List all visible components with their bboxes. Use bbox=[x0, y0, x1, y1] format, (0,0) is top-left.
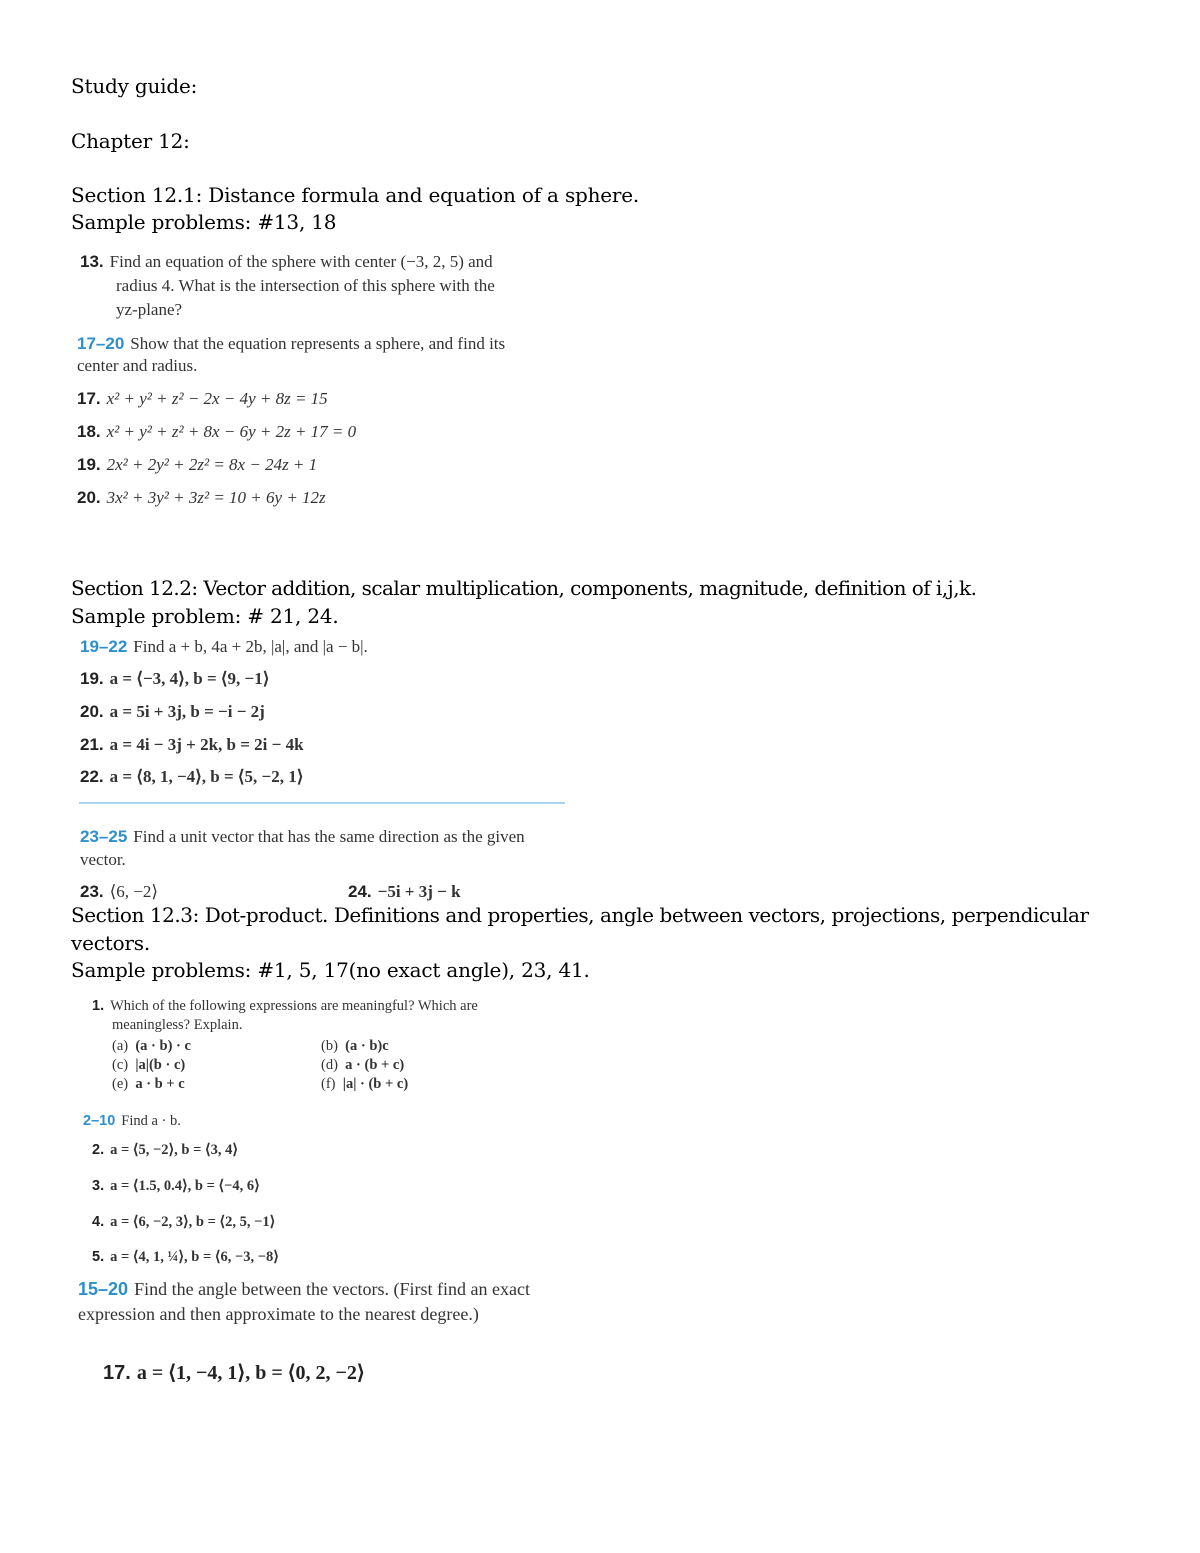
range-label: 2–10 bbox=[83, 1113, 116, 1129]
problem-number: 18. bbox=[77, 422, 101, 441]
option-b bbox=[321, 1037, 389, 1056]
option-label: (e) bbox=[112, 1076, 129, 1092]
option-label: (c) bbox=[112, 1057, 129, 1073]
problem-number: 23. bbox=[80, 882, 104, 901]
option-c bbox=[112, 1056, 185, 1075]
section-12-3-title-line-2: vectors. bbox=[71, 931, 150, 955]
chapter-heading: Chapter 12: bbox=[71, 129, 190, 153]
option-e bbox=[112, 1075, 185, 1094]
exercise-range-15-20 bbox=[78, 1278, 530, 1300]
range-text: Show that the equation represents a sphere, and find its bbox=[130, 334, 506, 353]
problem-24-vector bbox=[348, 881, 461, 903]
option-text: (a · b) · c bbox=[135, 1038, 191, 1054]
option-a bbox=[112, 1037, 191, 1056]
range-text: Find a unit vector that has the same direction as the given bbox=[133, 827, 525, 846]
problem-text: Which of the following expressions are meaningful? Which are bbox=[110, 998, 478, 1014]
problem-number: 1. bbox=[92, 998, 105, 1014]
problem-13-line-3: yz-plane? bbox=[116, 300, 183, 319]
problem-22-vectors bbox=[80, 766, 303, 788]
problem-number: 13. bbox=[80, 252, 104, 271]
section-12-3-samples: Sample problems: #1, 5, 17(no exact angle), 23, 41. bbox=[71, 958, 590, 982]
problem-number: 2. bbox=[92, 1142, 105, 1158]
range-label: 15–20 bbox=[78, 1279, 129, 1299]
range-label: 17–20 bbox=[77, 334, 125, 353]
exercise-range-17-20 bbox=[77, 333, 505, 355]
problem-1-line-2: meaningless? Explain. bbox=[112, 1017, 243, 1033]
vector-expression: a = ⟨4, 1, ¼⟩, b = ⟨6, −3, −8⟩ bbox=[110, 1249, 279, 1265]
option-label: (f) bbox=[321, 1076, 336, 1092]
problem-19 bbox=[77, 454, 317, 476]
exercise-range-2-10 bbox=[83, 1112, 181, 1131]
problem-number: 22. bbox=[80, 767, 104, 786]
option-label: (d) bbox=[321, 1057, 338, 1073]
equation: 3x² + 3y² + 3z² = 10 + 6y + 12z bbox=[106, 488, 326, 507]
section-12-1-samples: Sample problems: #13, 18 bbox=[71, 210, 337, 234]
problem-number: 19. bbox=[77, 455, 101, 474]
option-text: |a| · (b + c) bbox=[342, 1076, 409, 1092]
section-12-3-title: Section 12.3: Dot-product. Definitions and properties, angle between vectors, projections, perpendicular bbox=[71, 903, 1089, 927]
option-text: |a|(b · c) bbox=[135, 1057, 186, 1073]
range-label: 19–22 bbox=[80, 637, 128, 656]
problem-number: 21. bbox=[80, 735, 104, 754]
exercise-range-15-20-line-2: expression and then approximate to the nearest degree.) bbox=[78, 1304, 479, 1324]
exercise-range-23-25-line-2: vector. bbox=[80, 850, 126, 869]
problem-number: 19. bbox=[80, 669, 104, 688]
problem-number: 17. bbox=[77, 389, 101, 408]
vector-expression: −5i + 3j − k bbox=[377, 882, 461, 901]
vector-expression: a = ⟨8, 1, −4⟩, b = ⟨5, −2, 1⟩ bbox=[109, 767, 304, 786]
problem-number: 3. bbox=[92, 1178, 105, 1194]
problem-number: 5. bbox=[92, 1249, 105, 1265]
problem-number: 24. bbox=[348, 882, 372, 901]
problem-20 bbox=[77, 487, 326, 509]
exercise-range-23-25 bbox=[80, 826, 525, 848]
problem-2-dot bbox=[92, 1141, 238, 1160]
option-text: (a · b)c bbox=[345, 1038, 389, 1054]
section-12-2-title: Section 12.2: Vector addition, scalar multiplication, components, magnitude, definition of i,j,k. bbox=[71, 576, 977, 600]
problem-19-vectors bbox=[80, 668, 269, 690]
section-12-1-title: Section 12.1: Distance formula and equation of a sphere. bbox=[71, 183, 640, 207]
equation: x² + y² + z² + 8x − 6y + 2z + 17 = 0 bbox=[106, 422, 357, 441]
equation: x² + y² + z² − 2x − 4y + 8z = 15 bbox=[106, 389, 328, 408]
study-guide-heading: Study guide: bbox=[71, 74, 198, 98]
vector-expression: a = ⟨6, −2, 3⟩, b = ⟨2, 5, −1⟩ bbox=[110, 1214, 276, 1230]
option-f bbox=[321, 1075, 408, 1094]
problem-13 bbox=[80, 251, 493, 273]
range-label: 23–25 bbox=[80, 827, 128, 846]
problem-21-vectors bbox=[80, 734, 304, 756]
problem-13-line-2: radius 4. What is the intersection of this sphere with the bbox=[116, 276, 495, 295]
vector-expression: a = ⟨1.5, 0.4⟩, b = ⟨−4, 6⟩ bbox=[110, 1178, 260, 1194]
exercise-range-17-20-line-2: center and radius. bbox=[77, 356, 198, 375]
option-text: a · (b + c) bbox=[345, 1057, 405, 1073]
option-text: a · b + c bbox=[135, 1076, 185, 1092]
problem-5-dot bbox=[92, 1248, 279, 1267]
option-d bbox=[321, 1056, 404, 1075]
option-label: (b) bbox=[321, 1038, 338, 1054]
range-text: Find a + b, 4a + 2b, |a|, and |a − b|. bbox=[133, 637, 368, 656]
problem-20-vectors bbox=[80, 701, 265, 723]
problem-23-vector bbox=[80, 881, 158, 903]
problem-text: Find an equation of the sphere with center (−3, 2, 5) and bbox=[109, 252, 493, 271]
problem-number: 17. bbox=[103, 1362, 131, 1384]
problem-17-angle bbox=[103, 1360, 365, 1386]
vector-expression: a = ⟨−3, 4⟩, b = ⟨9, −1⟩ bbox=[109, 669, 270, 688]
divider-rule bbox=[79, 802, 565, 804]
vector-expression: a = ⟨1, −4, 1⟩, b = ⟨0, 2, −2⟩ bbox=[136, 1362, 365, 1384]
problem-18 bbox=[77, 421, 356, 443]
vector-expression: a = 5i + 3j, b = −i − 2j bbox=[109, 702, 265, 721]
problem-4-dot bbox=[92, 1213, 275, 1232]
section-12-2-samples: Sample problem: # 21, 24. bbox=[71, 604, 339, 628]
vector-expression: a = ⟨5, −2⟩, b = ⟨3, 4⟩ bbox=[110, 1142, 239, 1158]
range-text: Find a · b. bbox=[121, 1113, 181, 1129]
exercise-range-19-22 bbox=[80, 636, 368, 658]
problem-number: 20. bbox=[80, 702, 104, 721]
vector-expression: a = 4i − 3j + 2k, b = 2i − 4k bbox=[109, 735, 304, 754]
range-text: Find the angle between the vectors. (First find an exact bbox=[134, 1279, 530, 1299]
problem-number: 4. bbox=[92, 1214, 105, 1230]
problem-3-dot bbox=[92, 1177, 260, 1196]
equation: 2x² + 2y² + 2z² = 8x − 24z + 1 bbox=[106, 455, 318, 474]
problem-number: 20. bbox=[77, 488, 101, 507]
problem-1 bbox=[92, 997, 478, 1016]
problem-17 bbox=[77, 388, 328, 410]
option-label: (a) bbox=[112, 1038, 129, 1054]
vector-expression: ⟨6, −2⟩ bbox=[109, 882, 158, 901]
